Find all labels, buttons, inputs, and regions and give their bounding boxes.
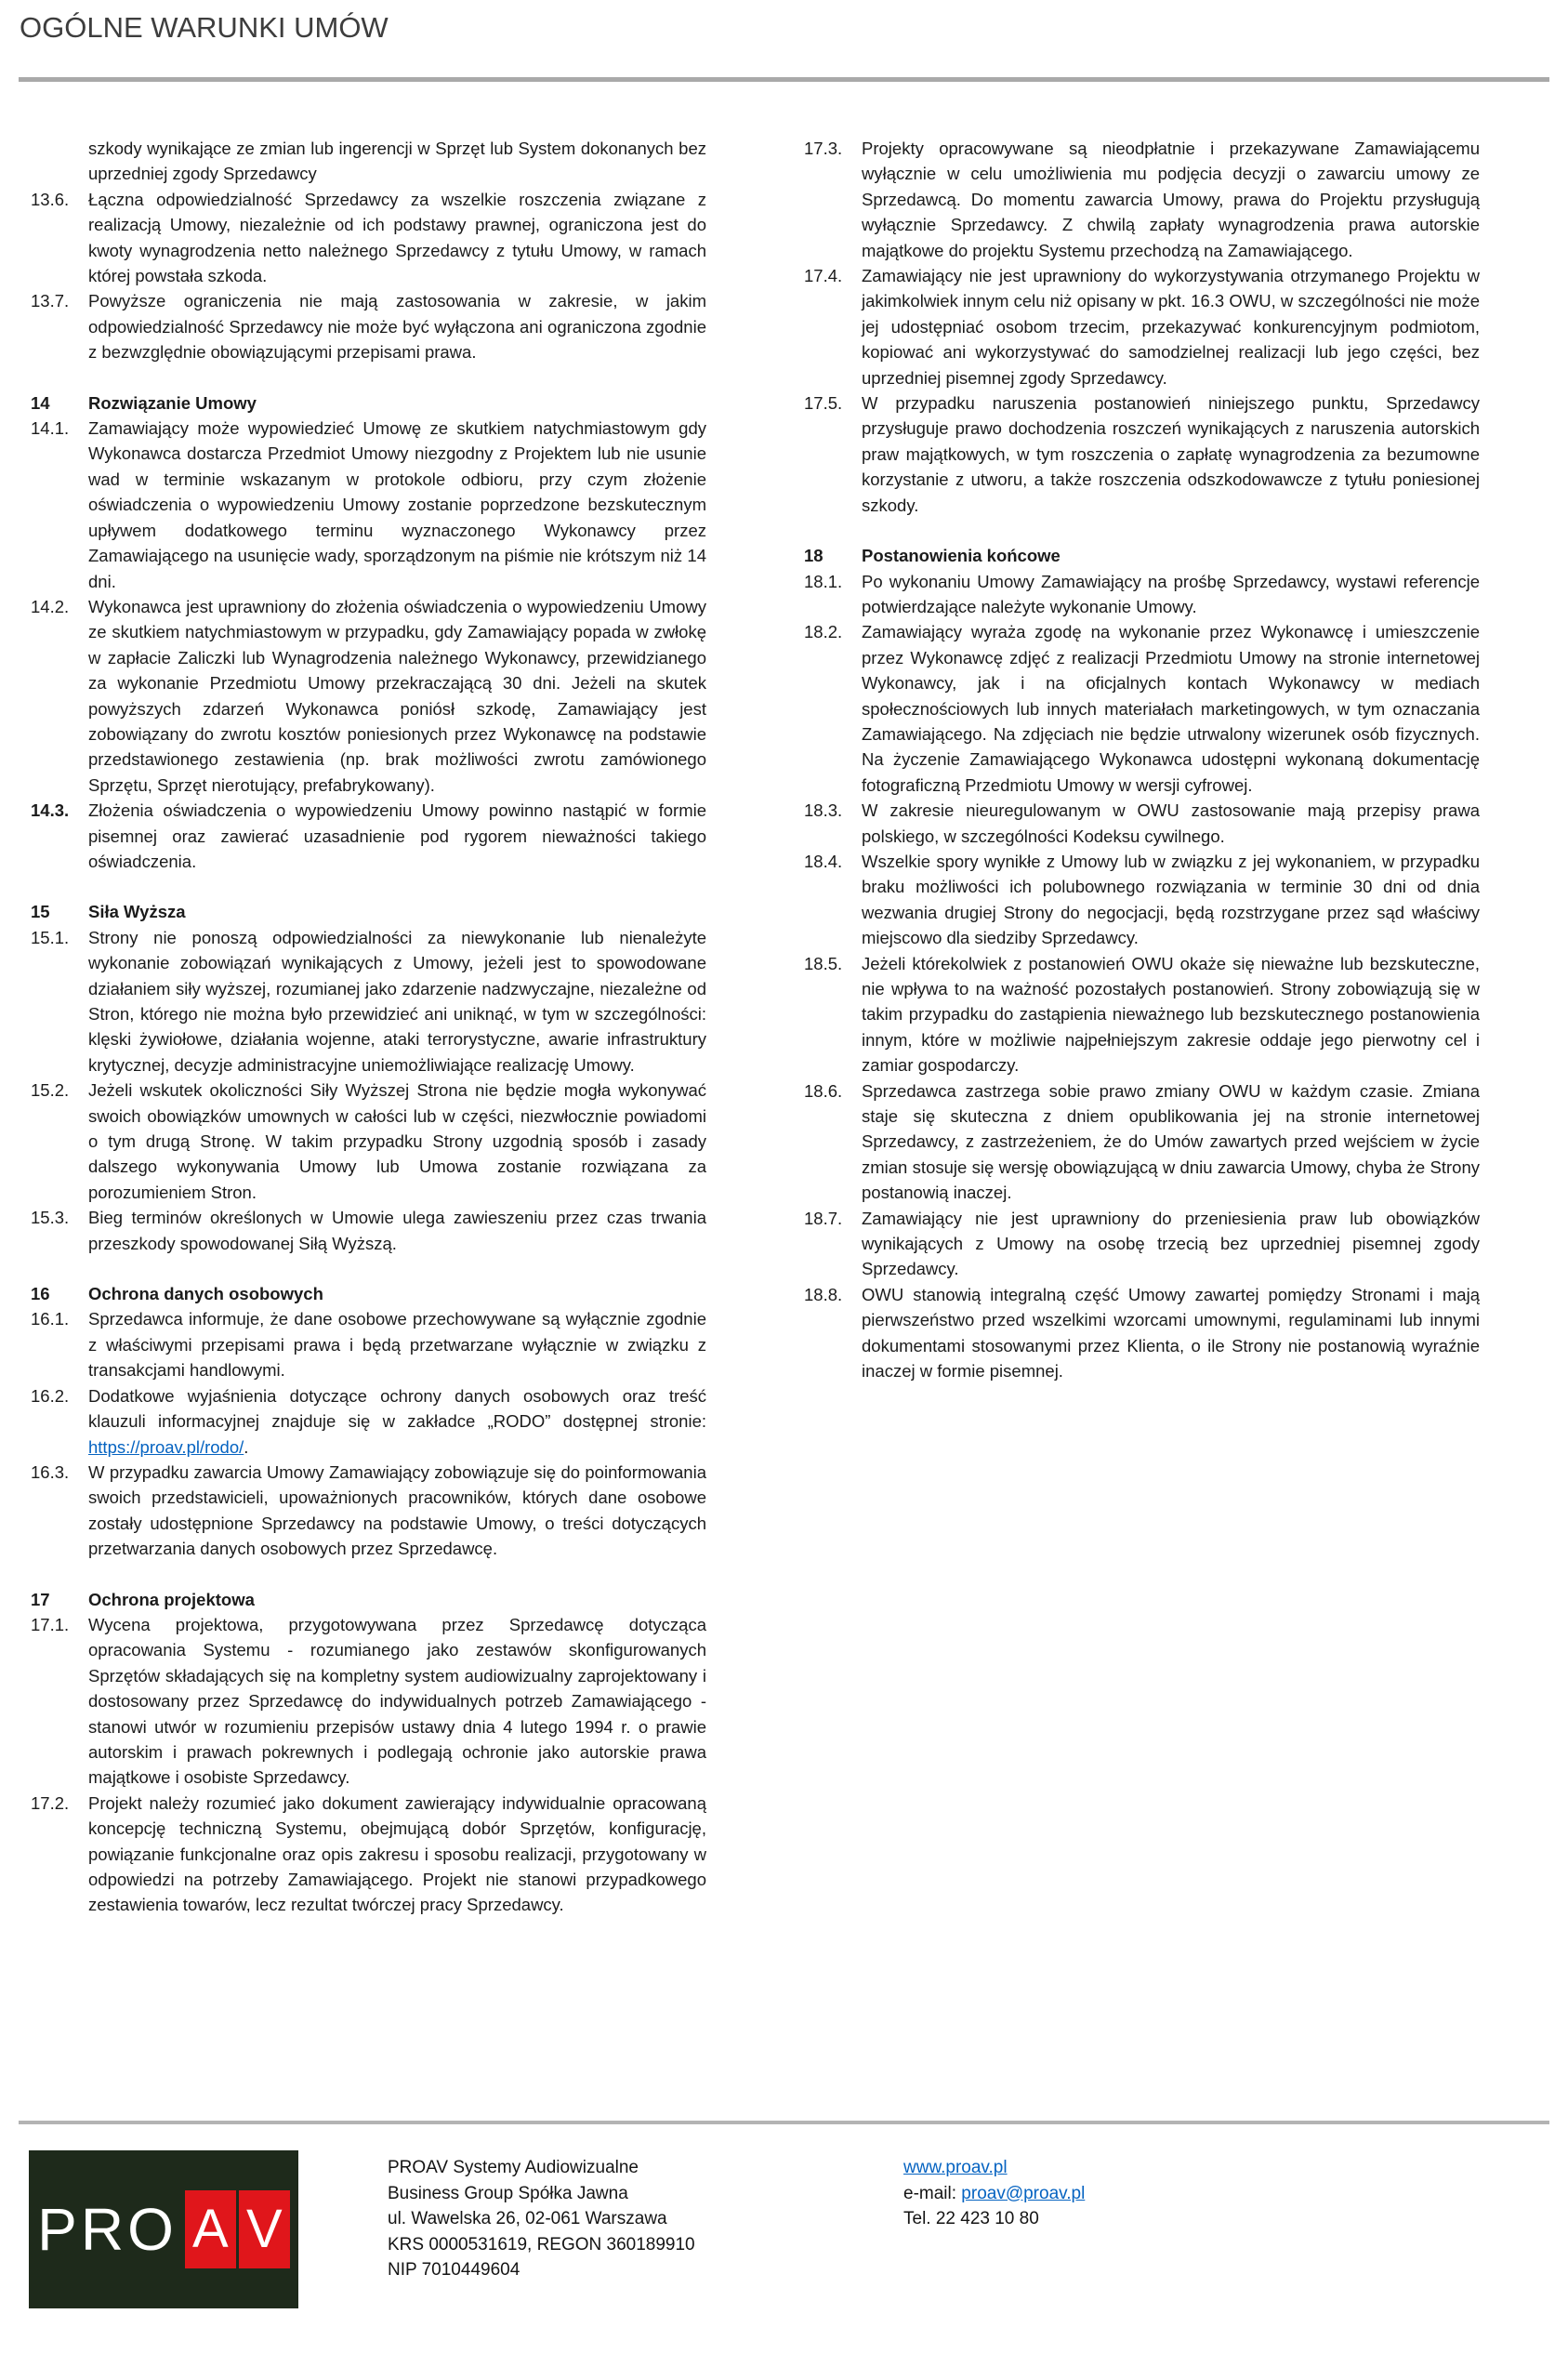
section-title: Ochrona danych osobowych: [88, 1284, 323, 1304]
clause-number: 16.1.: [31, 1309, 70, 1329]
section-heading: [31, 390, 706, 416]
clause-text: Wszelkie spory wynikłe z Umowy lub w związku z jej wykonaniem, w przypadku braku możliwości ich polubownego rozwiązania w terminie 30 dni od dnia wezwania drugiej Strony do negocjacji, będą rozstrzygane przez sąd właściwy miejscowo dla siedziby Sprzedawcy.: [862, 851, 1480, 948]
clause-number: 18.4.: [804, 851, 843, 871]
clause-text: Po wykonaniu Umowy Zamawiający na prośbę Sprzedawcy, wystawi referencje potwierdzające należyte wykonanie Umowy.: [862, 571, 1480, 616]
clause: [31, 798, 706, 874]
clause-text: Powyższe ograniczenia nie mają zastosowania w zakresie, w jakim odpowiedzialność Sprzedawcy nie może być wyłączona ani ograniczona zgodnie z bezwzględnie obowiązującymi przepisami prawa.: [88, 291, 706, 363]
rodo-link[interactable]: https://proav.pl/rodo/: [88, 1436, 244, 1457]
clause-text: Sprzedawca zastrzega sobie prawo zmiany OWU w każdym czasie. Zmiana staje się skuteczna z dniem opublikowania jej na stronie internetowej Sprzedawcy, z zastrzeżeniem, że do Umów zawartych przed wejściem w życie zmian stosuje się wersję obowiązującą w dniu zawarcia Umowy, chyba że Strony postanowią inaczej.: [862, 1080, 1480, 1203]
logo-letter-v: V: [246, 2199, 283, 2259]
clause-number: 14.1.: [31, 418, 70, 439]
clause: [804, 849, 1480, 951]
clause-number: 17: [31, 1589, 50, 1609]
clause: [31, 288, 706, 364]
clause: [31, 1205, 706, 1256]
clause: [804, 136, 1480, 263]
clause-text: Wykonawca jest uprawniony do złożenia oświadczenia o wypowiedzeniu Umowy ze skutkiem natychmiastowym w przypadku, gdy Zamawiający popada w zwłokę w zapłacie Zaliczki lub Wynagrodzenia należnego Wykonawcy, przewidzianego za wykonanie Przedmiotu Umowy przekraczającą 30 dni. Jeżeli na skutek powyższych zdarzeń Wykonawca poniósł szkodę, Zamawiający jest zobowiązany do zwrotu kosztów poniesionych przez Wykonawcę na podstawie przedstawionego zestawienia (np. brak możliwości zwrotu zamówionego Sprzętu, Sprzęt nierotujący, prefabrykowany).: [88, 596, 706, 795]
clause-number: 18.8.: [804, 1284, 843, 1304]
email-link[interactable]: proav@proav.pl: [961, 2183, 1086, 2203]
section-heading: [31, 899, 706, 924]
clause-text: Projekty opracowywane są nieodpłatnie i przekazywane Zamawiającemu wyłącznie w celu umożliwienia mu podjęcia decyzji o zawarciu umowy ze Sprzedawcą. Do momentu zawarcia Umowy, prawa do Projektu przysługują wyłącznie Sprzedawcy. Z chwilą zapłaty wynagrodzenia prawa autorskie majątkowe do projektu Systemu przechodzą na Zamawiającego.: [862, 139, 1480, 260]
clause: [31, 1383, 706, 1460]
clause-text: Projekt należy rozumieć jako dokument zawierający indywidualnie opracowaną koncepcję techniczną Systemu, obejmującą dobór Sprzętów, konfigurację, powiązanie funkcjonalne oraz opis zakresu i sposobu realizacji, przygotowany w odpowiedzi na potrzeby Zamawiającego. Projekt nie stanowi przypadkowego zestawienia towarów, lecz rezultat twórczej pracy Sprzedawcy.: [88, 1792, 706, 1915]
clause: [804, 569, 1480, 620]
section-heading: [31, 1281, 706, 1306]
title-divider: [19, 77, 1549, 82]
clause-number: 18.3.: [804, 800, 843, 821]
document-body: [31, 136, 1481, 1918]
clause-number: 18: [804, 546, 824, 566]
website-link[interactable]: www.proav.pl: [903, 2158, 1008, 2177]
logo-red-squares: [185, 2190, 290, 2268]
clause-number: 18.5.: [804, 953, 843, 973]
clause: [31, 1612, 706, 1791]
clause-number: 14: [31, 392, 50, 413]
right-column: [804, 136, 1480, 1918]
clause-text: Strony nie ponoszą odpowiedzialności za niewykonanie lub nienależyte wykonanie zobowiązań wynikających z Umowy, jeżeli jest to spowodowane działaniem siły wyższej, rozumianej jako zdarzenie nadzwyczajne, niezależne od Stron, którego nie można było przewidzieć ani uniknąć, w tym w szczególności: klęski żywiołowe, działania wojenne, ataki terrorystyczne, awarie infrastruktury krytycznej, decyzje administracyjne uniemożliwiające realizację Umowy.: [88, 927, 706, 1075]
clause-number: 17.5.: [804, 393, 843, 414]
clause-text: Bieg terminów określonych w Umowie ulega zawieszeniu przez czas trwania przeszkody spowodowanej Siłą Wyższą.: [88, 1208, 706, 1253]
logo-red-square-a: [185, 2190, 236, 2268]
clause: [31, 1460, 706, 1562]
clause-text: Jeżeli którekolwiek z postanowień OWU okaże się nieważne lub bezskuteczne, nie wpływa to na ważność pozostałych postanowień. Strony zobowiązują się w takim przypadku do zastąpienia nieważnego lub bezskutecznego postanowienia innym, które w możliwie najpełniejszym zakresie oddaje jego pierwotny cel i zamiar gospodarczy.: [862, 953, 1480, 1076]
clause-number: 18.6.: [804, 1080, 843, 1101]
section-title: Postanowienia końcowe: [862, 546, 1061, 566]
clause-text-part: Dodatkowe wyjaśnienia dotyczące ochrony danych osobowych oraz treść klauzuli informacyjnej znajduje się w zakładce „RODO” dostępnej stronie:: [88, 1385, 706, 1432]
email-label: e-mail:: [903, 2183, 962, 2203]
clause-number: 15: [31, 902, 50, 922]
clause: [804, 1282, 1480, 1384]
company-line: PROAV Systemy Audiowizualne: [388, 2158, 639, 2177]
clause-text: Łączna odpowiedzialność Sprzedawcy za wszelkie roszczenia związane z realizacją Umowy, niezależnie od ich podstawy prawnej, ograniczona jest do kwoty wynagrodzenia netto należnego Sprzedawcy z tytułu Umowy, w ramach której powstała szkoda.: [88, 189, 706, 286]
clause-number: 14.3.: [31, 800, 70, 821]
clause-text: W przypadku zawarcia Umowy Zamawiający zobowiązuje się do poinformowania swoich przedstawicieli, upoważnionych pracowników, których dane osobowe zostały udostępnione Sprzedawcy na podstawie Umowy, o treści dotyczących przetwarzania danych osobowych przez Sprzedawcę.: [88, 1461, 706, 1559]
clause-text: W zakresie nieuregulowanym w OWU zastosowanie mają przepisy prawa polskiego, w szczególności Kodeksu cywilnego.: [862, 800, 1480, 846]
logo-letter-a: A: [192, 2199, 229, 2259]
phone: Tel. 22 423 10 80: [903, 2209, 1039, 2228]
company-line: Business Group Spółka Jawna: [388, 2183, 628, 2203]
footer-divider: [19, 2121, 1549, 2124]
clause-number: 15.3.: [31, 1208, 70, 1228]
clause-text: Sprzedawca informuje, że dane osobowe przechowywane są wyłącznie zgodnie z właściwymi przepisami prawa i będą przetwarzane wyłącznie w związku z transakcjami handlowymi.: [88, 1309, 706, 1381]
clause-text: OWU stanowią integralną część Umowy zawartej pomiędzy Stronami i mają pierwszeństwo przed wszelkimi wzorcami umownymi, regulaminami lub innymi dokumentami stosowanymi przez Klienta, o ile Strony nie postanowią wyraźnie inaczej w formie pisemnej.: [862, 1284, 1480, 1382]
clause: [804, 619, 1480, 798]
email-line: [903, 2181, 1085, 2207]
clause-number: 14.2.: [31, 596, 70, 616]
company-line: ul. Wawelska 26, 02-061 Warszawa: [388, 2209, 667, 2228]
clause-number: 15.1.: [31, 927, 70, 947]
clause: [31, 1306, 706, 1382]
company-info: [388, 2155, 695, 2283]
clause-number: 15.2.: [31, 1080, 70, 1101]
section-heading: [804, 543, 1480, 568]
clause-number: 17.3.: [804, 139, 843, 158]
section-heading: [31, 1587, 706, 1612]
page-title: OGÓLNE WARUNKI UMÓW: [20, 11, 389, 44]
clause-text: Zamawiający nie jest uprawniony do wykorzystywania otrzymanego Projektu w jakimkolwiek innym celu niż opisany w pkt. 16.3 OWU, w szczególności nie może jej udostępniać osobom trzecim, przekazywać konkurencyjnym podmiotom, kopiować ani wykorzystywać do samodzielnej realizacji lub jego części, bez uprzedniej pisemnej zgody Sprzedawcy.: [862, 266, 1480, 388]
clause-text: W przypadku naruszenia postanowień niniejszego punktu, Sprzedawcy przysługuje prawo dochodzenia roszczeń wynikających z naruszenia autorskich praw majątkowych, w tym roszczenia o zapłatę wynagrodzenia za bezumowne korzystanie z utworu, a także roszczenia odszkodowawcze z tytułu poniesionej szkody.: [862, 393, 1480, 515]
clause: [804, 390, 1480, 518]
clause: [31, 1791, 706, 1918]
website-line: [903, 2155, 1085, 2181]
clause-number: 17.1.: [31, 1614, 70, 1634]
clause: [804, 798, 1480, 849]
clause-text: Jeżeli wskutek okoliczności Siły Wyższej Strona nie będzie mogła wykonywać swoich obowiązków umownych w całości lub w części, niezwłocznie powiadomi o tym drugą Stronę. W takim przypadku Strony uzgodnią sposób i zasady dalszego wykonywania Umowy lub Umowa zostanie rozwiązana za porozumieniem Stron.: [88, 1080, 706, 1202]
clause: [31, 594, 706, 798]
proav-logo: [29, 2150, 298, 2308]
clause-text: Wycena projektowa, przygotowywana przez Sprzedawcę dotycząca opracowania Systemu - rozumianego jako zestawów skonfigurowanych Sprzętów składających się na kompletny system audiowizualny zaprojektowany i dostosowany przez Sprzedawcę do indywidualnych potrzeb Zamawiającego - stanowi utwór w rozumieniu przepisów ustawy dnia 4 lutego 1994 r. o prawie autorskim i prawach pokrewnych i podlegają ochronie jako autorskie prawa majątkowe i osobiste Sprzedawcy.: [88, 1614, 706, 1788]
company-line: KRS 0000531619, REGON 360189910: [388, 2234, 695, 2254]
clause: [804, 1206, 1480, 1282]
clause-text-part: .: [244, 1436, 249, 1457]
clause: [31, 925, 706, 1078]
logo-red-square-v: [239, 2190, 290, 2268]
logo-text-pro: PRO: [37, 2196, 178, 2263]
clause-number: 18.1.: [804, 571, 843, 591]
clause: [31, 1078, 706, 1205]
clause-number: 16: [31, 1284, 50, 1304]
clause-text: Złożenia oświadczenia o wypowiedzeniu Umowy powinno nastąpić w formie pisemnej oraz zawierać uzasadnienie pod rygorem nieważności takiego oświadczenia.: [88, 800, 706, 871]
clause-text: szkody wynikające ze zmian lub ingerencji w Sprzęt lub System dokonanych bez uprzedniej zgody Sprzedawcy: [88, 139, 706, 184]
clause-number: 13.6.: [31, 189, 70, 209]
clause: [804, 263, 1480, 390]
clause-number: 13.7.: [31, 291, 70, 311]
section-title: Siła Wyższa: [88, 902, 186, 922]
clause: [31, 136, 706, 187]
clause-number: 17.4.: [804, 266, 843, 286]
clause-number: 18.7.: [804, 1208, 843, 1228]
section-title: Rozwiązanie Umowy: [88, 392, 257, 413]
clause-text: Zamawiający nie jest uprawniony do przeniesienia praw lub obowiązków wynikających z Umowy na osobę trzecią bez uprzedniej pisemnej zgody Sprzedawcy.: [862, 1208, 1480, 1279]
clause: [31, 416, 706, 594]
clause-number: 18.2.: [804, 622, 843, 642]
company-line: NIP 7010449604: [388, 2260, 520, 2280]
clause-text: Zamawiający może wypowiedzieć Umowę ze skutkiem natychmiastowym gdy Wykonawca dostarcza Przedmiot Umowy niezgodny z Projektem lub nie usunie wad w terminie wskazanym w protokole odbioru, przy czym złożenie oświadczenia o wypowiedzeniu Umowy zostanie poprzedzone bezskutecznym upływem dodatkowego terminu wyznaczonego Wykonawcy przez Zamawiającego na usunięcie wady, sporządzonym na piśmie nie krótszym niż 14 dni.: [88, 418, 706, 591]
clause: [804, 1078, 1480, 1206]
clause: [804, 951, 1480, 1078]
clause-text: [88, 1383, 706, 1460]
clause-number: 17.2.: [31, 1792, 70, 1813]
clause: [31, 187, 706, 289]
left-column: [31, 136, 706, 1918]
section-title: Ochrona projektowa: [88, 1589, 255, 1609]
clause-number: 16.3.: [31, 1461, 70, 1482]
clause-number: 16.2.: [31, 1385, 70, 1406]
clause-text: Zamawiający wyraża zgodę na wykonanie przez Wykonawcę i umieszczenie przez Wykonawcę zdjęć z realizacji Przedmiotu Umowy na stronie internetowej Wykonawcy, jak i na oficjalnych kontach Wykonawcy w mediach społecznościowych lub innych materiałach marketingowych, w tym oznaczania Zamawiającego. Na zdjęciach nie będzie utrwalony wizerunek osób fizycznych. Na życzenie Zamawiającego Wykonawca udostępni wykonaną dokumentację fotograficzną Przedmiotu Umowy w wersji cyfrowej.: [862, 622, 1480, 795]
contact-info: [903, 2155, 1085, 2232]
